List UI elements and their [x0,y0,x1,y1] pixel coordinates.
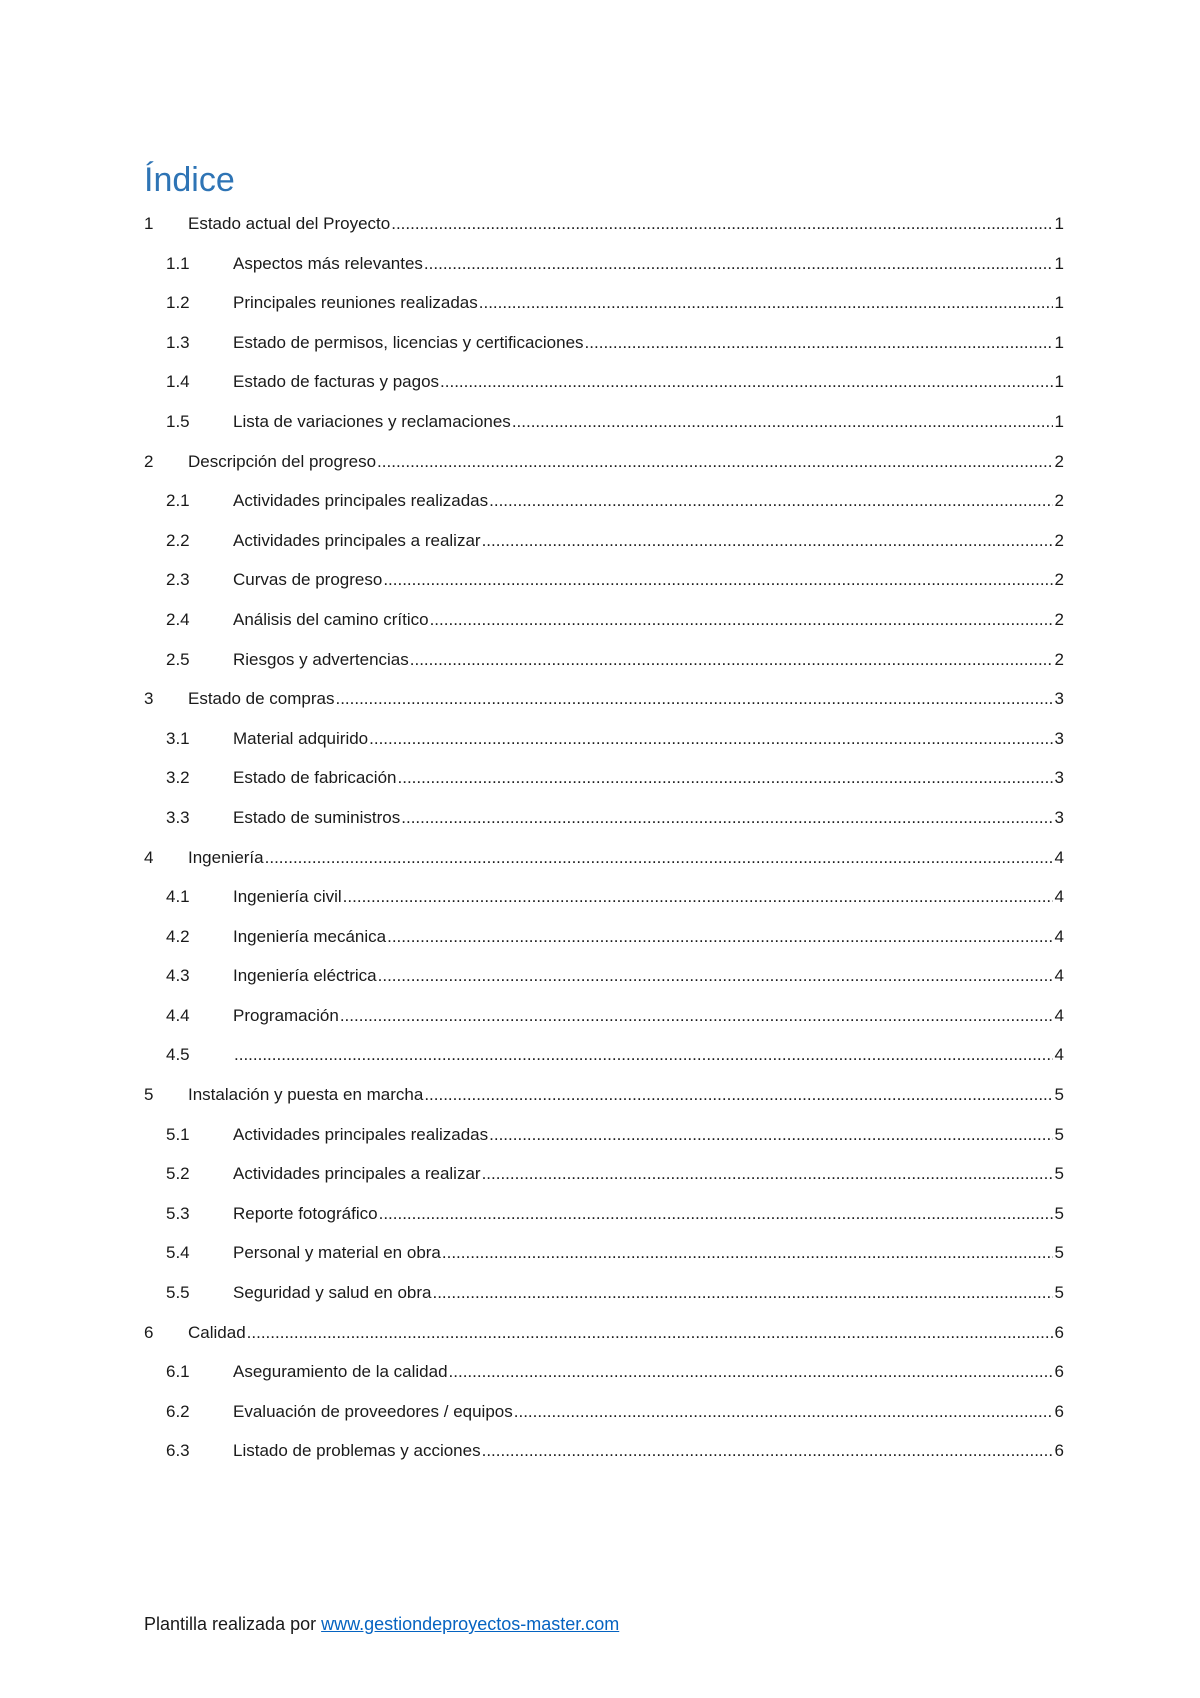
toc-entry-page: 3 [1054,689,1064,709]
toc-dot-leader [424,1075,1053,1115]
toc-entry-title: Estado de suministros [233,807,401,827]
toc-dot-leader [391,204,1053,244]
toc-entry[interactable] [144,402,1064,442]
toc-entry-title: Instalación y puesta en marcha [188,1085,424,1105]
toc-entry-title: Actividades principales realizadas [233,491,489,511]
toc-entry[interactable] [144,758,1064,798]
footer [144,1612,619,1636]
toc-entry-title: Evaluación de proveedores / equipos [233,1401,513,1421]
toc-entry-page: 4 [1054,847,1064,867]
toc-dot-leader [378,956,1053,996]
toc-entry[interactable] [144,521,1064,561]
toc-dot-leader [440,362,1053,402]
toc-dot-leader [514,1392,1053,1432]
toc-dot-leader [398,758,1054,798]
toc-entry-title: Descripción del progreso [188,451,377,471]
toc-entry-page: 4 [1054,1005,1064,1025]
toc-entry-number: 2.2 [166,530,190,550]
toc-entry-page: 3 [1054,768,1064,788]
toc-dot-leader [401,798,1053,838]
toc-dot-leader [482,1431,1053,1471]
toc-entry-title: Personal y material en obra [233,1243,441,1263]
toc-dot-leader [343,877,1053,917]
toc-entry[interactable] [144,442,1064,482]
toc-entry-number: 4.2 [166,926,190,946]
toc-heading: Índice [144,161,235,199]
toc-entry-page: 1 [1054,214,1064,233]
toc-entry-page: 5 [1054,1164,1064,1184]
toc-entry-number: 6.2 [166,1401,190,1421]
toc-entry-page: 6 [1054,1401,1064,1421]
toc-entry[interactable] [144,838,1064,878]
toc-entry-title: Ingeniería [188,847,264,867]
toc-entry-page: 4 [1054,887,1064,907]
toc-entry[interactable] [144,1194,1064,1234]
toc-entry-title: Principales reuniones realizadas [233,293,478,313]
toc-entry-number: 5.5 [166,1283,190,1303]
toc-dot-leader [489,1115,1053,1155]
toc-entry-page: 5 [1054,1085,1064,1105]
toc-entry-number: 5.4 [166,1243,190,1263]
toc-dot-leader [335,679,1053,719]
toc-entry-page: 5 [1054,1283,1064,1303]
toc-entry[interactable] [144,560,1064,600]
toc-entry-number: 4.5 [166,1045,190,1065]
toc-entry-number: 3.3 [166,807,190,827]
table-of-contents [144,204,1064,1471]
toc-entry[interactable] [144,362,1064,402]
toc-entry-number: 1.3 [166,332,190,352]
toc-entry-title: Estado de permisos, licencias y certificaciones [233,332,584,352]
toc-entry-number: 5 [144,1085,154,1105]
toc-entry-title: Calidad [188,1322,246,1342]
toc-entry[interactable] [144,1273,1064,1313]
toc-entry-page: 2 [1054,570,1064,590]
toc-dot-leader [379,1194,1053,1234]
toc-entry[interactable] [144,877,1064,917]
toc-dot-leader [247,1313,1053,1353]
toc-dot-leader [387,917,1053,957]
toc-dot-leader [410,640,1053,680]
toc-entry-title: Análisis del camino crítico [233,609,429,629]
toc-entry[interactable] [144,1075,1064,1115]
toc-entry-number: 4.3 [166,966,190,986]
toc-entry-number: 4.1 [166,887,190,907]
toc-dot-leader [482,521,1053,561]
toc-dot-leader [369,719,1053,759]
toc-entry[interactable] [144,1115,1064,1155]
toc-entry-number: 1.2 [166,293,190,313]
toc-dot-leader [432,1273,1053,1313]
toc-entry[interactable] [144,244,1064,284]
toc-entry-title: Material adquirido [233,728,369,748]
toc-entry-page: 4 [1054,1045,1064,1065]
toc-entry-page: 3 [1054,807,1064,827]
toc-entry[interactable] [144,956,1064,996]
toc-entry[interactable] [144,283,1064,323]
toc-entry[interactable] [144,600,1064,640]
toc-entry[interactable] [144,1313,1064,1353]
toc-entry-number: 1.1 [166,253,190,273]
toc-entry-title: Ingeniería mecánica [233,926,387,946]
toc-entry-number: 5.3 [166,1203,190,1223]
toc-entry-page: 1 [1054,253,1064,273]
toc-entry[interactable] [144,917,1064,957]
toc-entry[interactable] [144,640,1064,680]
toc-dot-leader [482,1154,1053,1194]
toc-entry-number: 2 [144,451,154,471]
toc-entry-title: Actividades principales a realizar [233,530,481,550]
toc-entry-page: 1 [1054,372,1064,392]
toc-entry-title: Listado de problemas y acciones [233,1441,481,1461]
toc-entry[interactable] [144,481,1064,521]
toc-entry-page: 2 [1054,491,1064,511]
toc-dot-leader [424,244,1053,284]
toc-dot-leader [234,1035,1053,1075]
toc-entry[interactable] [144,719,1064,759]
toc-entry-number: 4.4 [166,1005,190,1025]
footer-link[interactable]: www.gestiondeproyectos-master.com [321,1614,620,1634]
toc-dot-leader [383,560,1053,600]
toc-entry-page: 5 [1054,1124,1064,1144]
toc-entry[interactable] [144,996,1064,1036]
toc-entry-number: 5.2 [166,1164,190,1184]
toc-entry-number: 2.1 [166,491,190,511]
toc-entry[interactable] [144,1154,1064,1194]
toc-dot-leader [430,600,1053,640]
toc-entry[interactable] [144,1035,1064,1075]
toc-entry-title: Estado actual del Proyecto [188,214,391,233]
toc-entry[interactable] [144,1352,1064,1392]
toc-entry-page: 2 [1054,609,1064,629]
toc-entry-number: 1.5 [166,411,190,431]
toc-entry-title: Seguridad y salud en obra [233,1283,432,1303]
toc-entry-number: 1.4 [166,372,190,392]
toc-dot-leader [512,402,1053,442]
toc-entry-page: 5 [1054,1203,1064,1223]
toc-entry-title: Programación [233,1005,339,1025]
toc-entry-title: Actividades principales realizadas [233,1124,489,1144]
toc-entry-title: Reporte fotográfico [233,1203,378,1223]
toc-entry-number: 4 [144,847,154,867]
footer-text: Plantilla realizada por [144,1614,322,1634]
toc-dot-leader [340,996,1053,1036]
toc-entry-number: 1 [144,214,154,233]
toc-entry[interactable] [144,679,1064,719]
toc-entry-page: 2 [1054,649,1064,669]
toc-entry[interactable] [144,204,1064,244]
toc-entry-title: Estado de facturas y pagos [233,372,440,392]
toc-entry-page: 4 [1054,966,1064,986]
toc-entry-title: Actividades principales a realizar [233,1164,481,1184]
toc-entry-page: 1 [1054,332,1064,352]
toc-entry-page: 6 [1054,1441,1064,1461]
toc-entry[interactable] [144,1431,1064,1471]
toc-entry-page: 5 [1054,1243,1064,1263]
toc-entry-title: Curvas de progreso [233,570,383,590]
toc-entry-page: 4 [1054,926,1064,946]
toc-entry-page: 3 [1054,728,1064,748]
toc-entry-title: Estado de fabricación [233,768,397,788]
toc-dot-leader [585,323,1053,363]
toc-entry-number: 3.2 [166,768,190,788]
toc-entry-number: 2.3 [166,570,190,590]
toc-entry-title: Riesgos y advertencias [233,649,409,669]
toc-entry-number: 3 [144,689,154,709]
toc-entry[interactable] [144,798,1064,838]
toc-dot-leader [265,838,1053,878]
toc-entry-number: 6.1 [166,1362,190,1382]
toc-entry-number: 2.4 [166,609,190,629]
toc-dot-leader [449,1352,1053,1392]
toc-entry[interactable] [144,1233,1064,1273]
toc-entry-page: 6 [1054,1362,1064,1382]
toc-dot-leader [489,481,1053,521]
toc-entry-number: 2.5 [166,649,190,669]
toc-entry-page: 6 [1054,1322,1064,1342]
toc-dot-leader [377,442,1053,482]
toc-entry-title: Aseguramiento de la calidad [233,1362,448,1382]
toc-entry[interactable] [144,1392,1064,1432]
toc-entry-page: 1 [1054,411,1064,431]
toc-dot-leader [442,1233,1053,1273]
toc-entry-page: 2 [1054,530,1064,550]
toc-entry-page: 2 [1054,451,1064,471]
toc-entry-number: 6 [144,1322,154,1342]
toc-dot-leader [479,283,1053,323]
toc-entry-title: Ingeniería eléctrica [233,966,377,986]
toc-entry-page: 1 [1054,293,1064,313]
toc-entry-title: Ingeniería civil [233,887,342,907]
toc-entry-title: Lista de variaciones y reclamaciones [233,411,511,431]
toc-entry-title: Aspectos más relevantes [233,253,423,273]
toc-entry[interactable] [144,323,1064,363]
toc-entry-number: 6.3 [166,1441,190,1461]
toc-entry-number: 3.1 [166,728,190,748]
toc-entry-number: 5.1 [166,1124,190,1144]
toc-entry-title: Estado de compras [188,689,335,709]
